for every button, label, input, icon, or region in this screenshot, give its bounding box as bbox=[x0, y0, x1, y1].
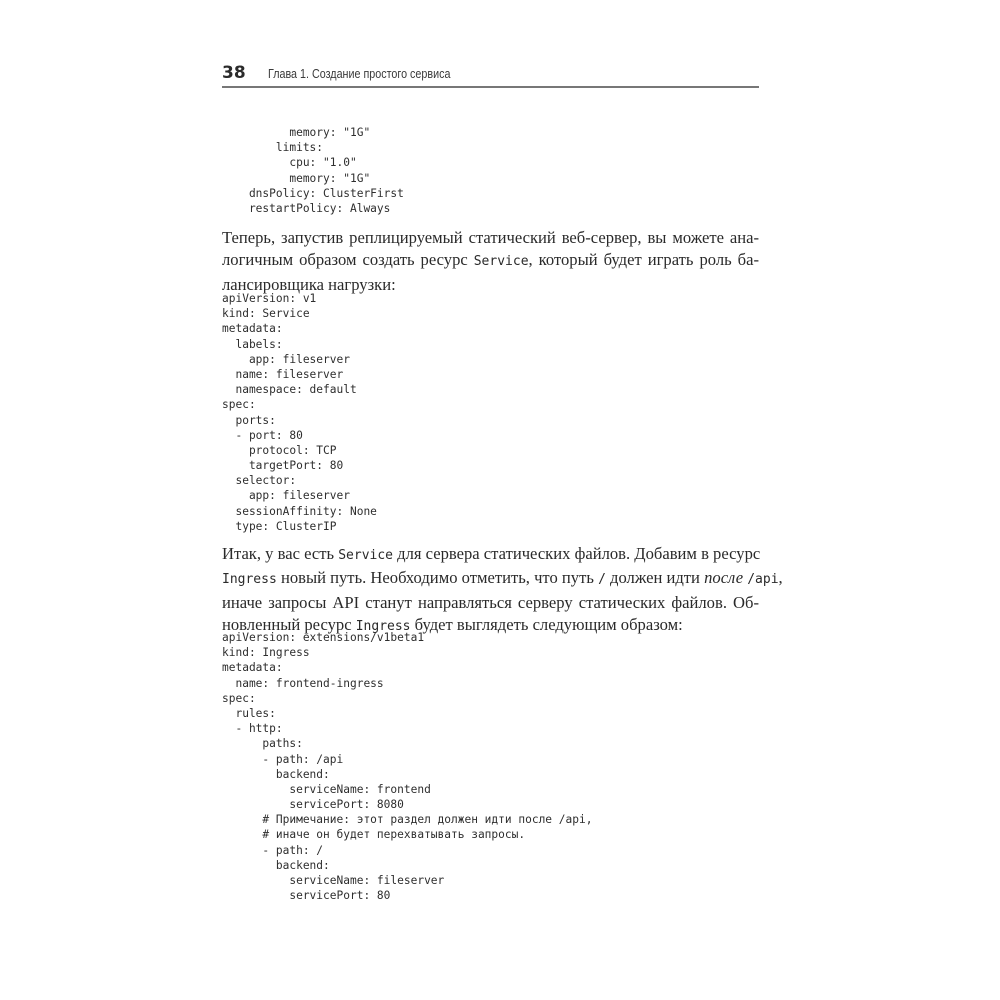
paragraph-service-intro bbox=[222, 227, 759, 296]
running-header bbox=[222, 62, 759, 86]
code-line: cpu: "1.0" bbox=[222, 156, 357, 170]
text-run: , который будет играть роль ба- bbox=[528, 250, 759, 270]
paragraph-line bbox=[222, 249, 759, 273]
paragraph-line bbox=[222, 227, 759, 249]
code-line: app: fileserver bbox=[222, 352, 350, 366]
inline-code: Service bbox=[338, 548, 394, 563]
code-line: memory: "1G" bbox=[222, 171, 371, 185]
code-line: namespace: default bbox=[222, 383, 357, 397]
text-run: новленный ресурс bbox=[222, 614, 356, 634]
text-run: будет выглядеть следующим образом: bbox=[410, 614, 683, 634]
inline-code: /api bbox=[747, 572, 779, 588]
code-line: memory: "1G" bbox=[222, 126, 371, 139]
code-line: restartPolicy: Always bbox=[222, 201, 391, 215]
text-run: новый путь. Необходимо отметить, что путь bbox=[276, 568, 599, 588]
code-line: spec: bbox=[222, 398, 256, 412]
code-line: - port: 80 bbox=[222, 428, 303, 442]
code-line: backend: bbox=[222, 767, 330, 781]
code-line: kind: Ingress bbox=[222, 646, 310, 660]
text-run: должен идти bbox=[605, 568, 705, 588]
paragraph-ingress-intro bbox=[222, 543, 783, 638]
code-line: # иначе он будет перехватывать запросы. bbox=[222, 828, 526, 842]
code-line: servicePort: 80 bbox=[222, 889, 391, 903]
code-line: apiVersion: v1 bbox=[222, 292, 317, 305]
code-line: type: ClusterIP bbox=[222, 519, 337, 533]
code-line: limits: bbox=[222, 141, 324, 155]
inline-code: Ingress bbox=[355, 618, 411, 634]
inline-code: Service bbox=[473, 254, 529, 270]
text-run: , bbox=[778, 568, 783, 588]
code-line: rules: bbox=[222, 706, 276, 720]
book-page bbox=[222, 0, 783, 1000]
inline-code: / bbox=[598, 572, 606, 588]
code-line: ports: bbox=[222, 413, 276, 427]
code-line: kind: Service bbox=[222, 307, 310, 321]
code-line: servicePort: 8080 bbox=[222, 798, 404, 812]
code-line: selector: bbox=[222, 474, 297, 488]
code-block-deployment-tail bbox=[222, 125, 404, 216]
code-block-service-yaml bbox=[222, 291, 377, 534]
header-rule bbox=[222, 86, 759, 88]
code-line: # Примечание: этот раздел должен идти после /api, bbox=[222, 813, 593, 827]
code-line: sessionAffinity: None bbox=[222, 504, 377, 518]
code-line: - path: /api bbox=[222, 752, 344, 766]
code-line: name: fileserver bbox=[222, 367, 344, 381]
code-line: serviceName: fileserver bbox=[222, 874, 445, 887]
paragraph-line bbox=[222, 592, 759, 614]
chapter-title: Глава 1. Создание простого сервиса bbox=[268, 67, 451, 81]
code-line: name: frontend-ingress bbox=[222, 676, 384, 690]
code-line: protocol: TCP bbox=[222, 443, 337, 457]
page-number: 38 bbox=[222, 63, 246, 83]
code-line: labels: bbox=[222, 337, 283, 351]
code-line: serviceName: frontend bbox=[222, 782, 431, 796]
code-line: metadata: bbox=[222, 322, 283, 336]
text-run: логичным образом создать ресурс bbox=[222, 250, 474, 270]
text-run: Итак, у вас есть bbox=[222, 544, 339, 563]
code-line: backend: bbox=[222, 858, 330, 872]
emphasis-text: после bbox=[704, 568, 744, 588]
code-block-ingress-yaml bbox=[222, 630, 592, 903]
text-run: для сервера статических файлов. Добавим в ресурс bbox=[393, 544, 761, 563]
code-line: dnsPolicy: ClusterFirst bbox=[222, 186, 404, 200]
text-run: Теперь, запустив реплицируемый статический веб-сервер, вы можете ана- bbox=[222, 228, 759, 247]
paragraph-line bbox=[222, 567, 783, 591]
code-line: - http: bbox=[222, 722, 283, 736]
code-line: - path: / bbox=[222, 843, 324, 857]
text-run: иначе запросы API станут направляться серверу статических файлов. Об- bbox=[222, 592, 759, 612]
code-line: targetPort: 80 bbox=[222, 459, 344, 473]
code-line: spec: bbox=[222, 691, 256, 705]
code-line: app: fileserver bbox=[222, 489, 350, 503]
inline-code: Ingress bbox=[222, 572, 277, 588]
paragraph-line bbox=[222, 543, 759, 567]
text-run: лансировщика нагрузки: bbox=[222, 274, 396, 294]
code-line: apiVersion: extensions/v1beta1 bbox=[222, 631, 425, 644]
code-line: paths: bbox=[222, 737, 303, 751]
code-line: metadata: bbox=[222, 661, 283, 675]
